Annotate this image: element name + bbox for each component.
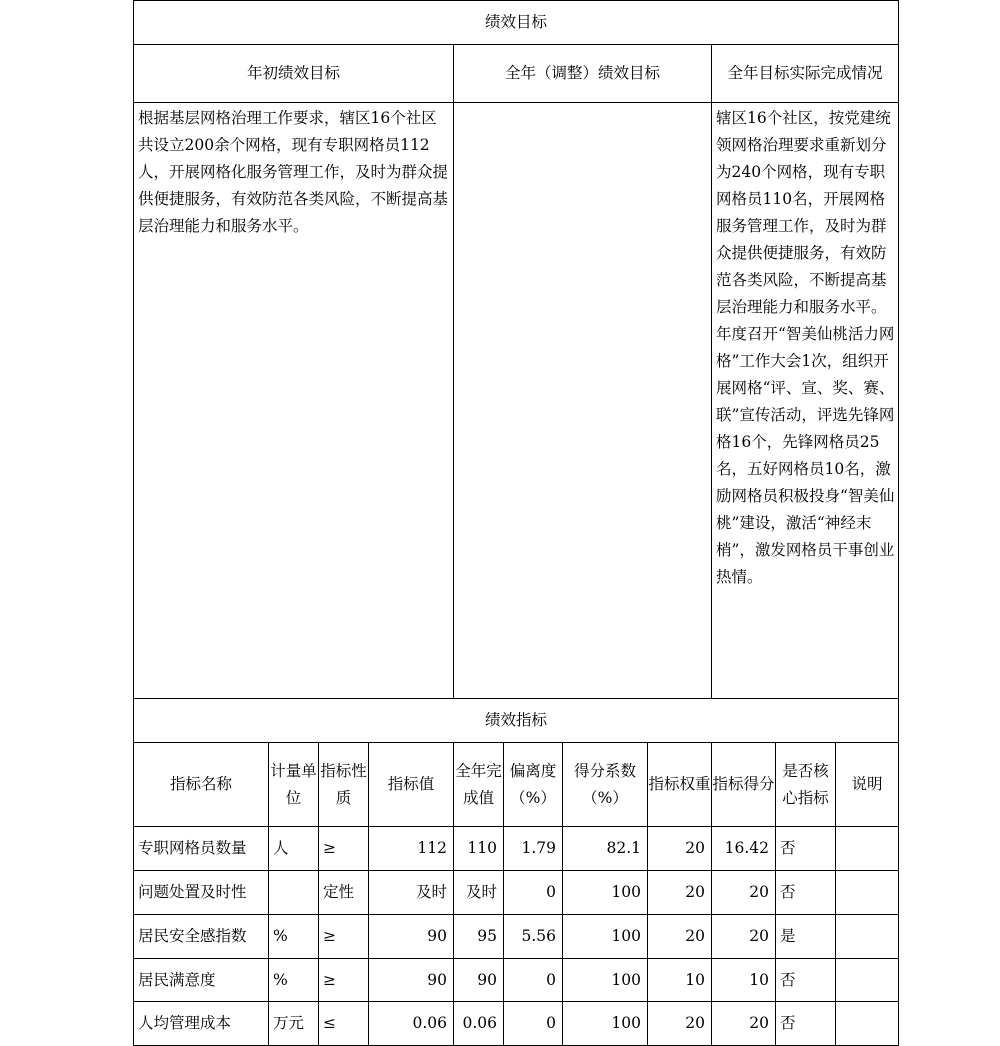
header-core-indicator: 是否核心指标 xyxy=(776,743,836,827)
cell-indicator-name: 问题处置及时性 xyxy=(134,871,269,915)
header-indicator-name: 指标名称 xyxy=(134,743,269,827)
goals-section-title: 绩效目标 xyxy=(134,1,899,45)
cell-actual-value: 110 xyxy=(454,827,504,871)
cell-indicator-name: 居民满意度 xyxy=(134,959,269,1002)
cell-indicator-name: 人均管理成本 xyxy=(134,1002,269,1046)
header-actual-value: 全年完成值 xyxy=(454,743,504,827)
cell-core-indicator: 否 xyxy=(776,871,836,915)
cell-target-value: 90 xyxy=(369,915,454,959)
cell-coefficient: 100 xyxy=(563,915,648,959)
cell-deviation: 0 xyxy=(504,1002,563,1046)
header-score: 指标得分 xyxy=(712,743,776,827)
cell-weight: 20 xyxy=(648,1002,712,1046)
header-target-value: 指标值 xyxy=(369,743,454,827)
cell-target-value: 0.06 xyxy=(369,1002,454,1046)
adjusted-goal-header: 全年（调整）绩效目标 xyxy=(454,45,712,103)
table-row xyxy=(134,827,899,871)
cell-unit xyxy=(269,871,319,915)
cell-unit: % xyxy=(269,959,319,1002)
cell-actual-value: 95 xyxy=(454,915,504,959)
cell-weight: 20 xyxy=(648,915,712,959)
cell-note xyxy=(836,959,899,1002)
cell-score: 16.42 xyxy=(712,827,776,871)
cell-deviation: 0 xyxy=(504,871,563,915)
actual-completion-header: 全年目标实际完成情况 xyxy=(712,45,899,103)
header-weight: 指标权重 xyxy=(648,743,712,827)
cell-nature: ≥ xyxy=(319,915,369,959)
table-row xyxy=(134,1002,899,1046)
cell-actual-value: 90 xyxy=(454,959,504,1002)
cell-target-value: 90 xyxy=(369,959,454,1002)
cell-target-value: 112 xyxy=(369,827,454,871)
cell-deviation: 0 xyxy=(504,959,563,1002)
cell-core-indicator: 是 xyxy=(776,915,836,959)
cell-core-indicator: 否 xyxy=(776,1002,836,1046)
header-nature: 指标性质 xyxy=(319,743,369,827)
cell-weight: 10 xyxy=(648,959,712,1002)
cell-coefficient: 100 xyxy=(563,959,648,1002)
cell-note xyxy=(836,915,899,959)
cell-score: 20 xyxy=(712,871,776,915)
performance-sheet xyxy=(133,0,898,1046)
cell-coefficient: 100 xyxy=(563,1002,648,1046)
cell-nature: ≥ xyxy=(319,959,369,1002)
cell-score: 20 xyxy=(712,1002,776,1046)
initial-goal-header: 年初绩效目标 xyxy=(134,45,454,103)
cell-nature: ≥ xyxy=(319,827,369,871)
performance-table xyxy=(133,0,899,1046)
header-unit: 计量单位 xyxy=(269,743,319,827)
header-deviation: 偏离度（%） xyxy=(504,743,563,827)
cell-score: 20 xyxy=(712,915,776,959)
cell-weight: 20 xyxy=(648,827,712,871)
cell-coefficient: 82.1 xyxy=(563,827,648,871)
cell-coefficient: 100 xyxy=(563,871,648,915)
cell-indicator-name: 专职网格员数量 xyxy=(134,827,269,871)
cell-indicator-name: 居民安全感指数 xyxy=(134,915,269,959)
cell-unit: % xyxy=(269,915,319,959)
actual-completion-text: 辖区16个社区，按党建统领网格治理要求重新划分为240个网格，现有专职网格员110名，开展网格服务管理工作，及时为群众提供便捷服务，有效防范各类风险，不断提高基层治理能力和服务水平。年度召开“智美仙桃活力网格”工作大会1次，组织开展网格“评、宣、奖、赛、联”宣传活动，评选先锋网格16个，先锋网格员25名，五好网格员10名，激励网格员积极投身“智美仙桃”建设，激活“神经末梢”，激发网格员干事创业热情。 xyxy=(712,103,899,699)
adjusted-goal-text xyxy=(454,103,712,699)
cell-nature: 定性 xyxy=(319,871,369,915)
cell-core-indicator: 否 xyxy=(776,959,836,1002)
cell-note xyxy=(836,871,899,915)
header-note: 说明 xyxy=(836,743,899,827)
cell-actual-value: 及时 xyxy=(454,871,504,915)
initial-goal-text: 根据基层网格治理工作要求，辖区16个社区共设立200余个网格，现有专职网格员112人，开展网格化服务管理工作，及时为群众提供便捷服务，有效防范各类风险，不断提高基层治理能力和服务水平。 xyxy=(134,103,454,699)
cell-deviation: 5.56 xyxy=(504,915,563,959)
cell-nature: ≤ xyxy=(319,1002,369,1046)
cell-deviation: 1.79 xyxy=(504,827,563,871)
cell-note xyxy=(836,1002,899,1046)
table-row xyxy=(134,871,899,915)
indicators-section-title: 绩效指标 xyxy=(134,699,899,743)
header-coefficient: 得分系数（%） xyxy=(563,743,648,827)
cell-actual-value: 0.06 xyxy=(454,1002,504,1046)
cell-weight: 20 xyxy=(648,871,712,915)
table-row xyxy=(134,915,899,959)
cell-target-value: 及时 xyxy=(369,871,454,915)
indicator-rows xyxy=(134,827,899,1046)
cell-score: 10 xyxy=(712,959,776,1002)
cell-unit: 人 xyxy=(269,827,319,871)
table-row xyxy=(134,959,899,1002)
cell-note xyxy=(836,827,899,871)
cell-unit: 万元 xyxy=(269,1002,319,1046)
cell-core-indicator: 否 xyxy=(776,827,836,871)
